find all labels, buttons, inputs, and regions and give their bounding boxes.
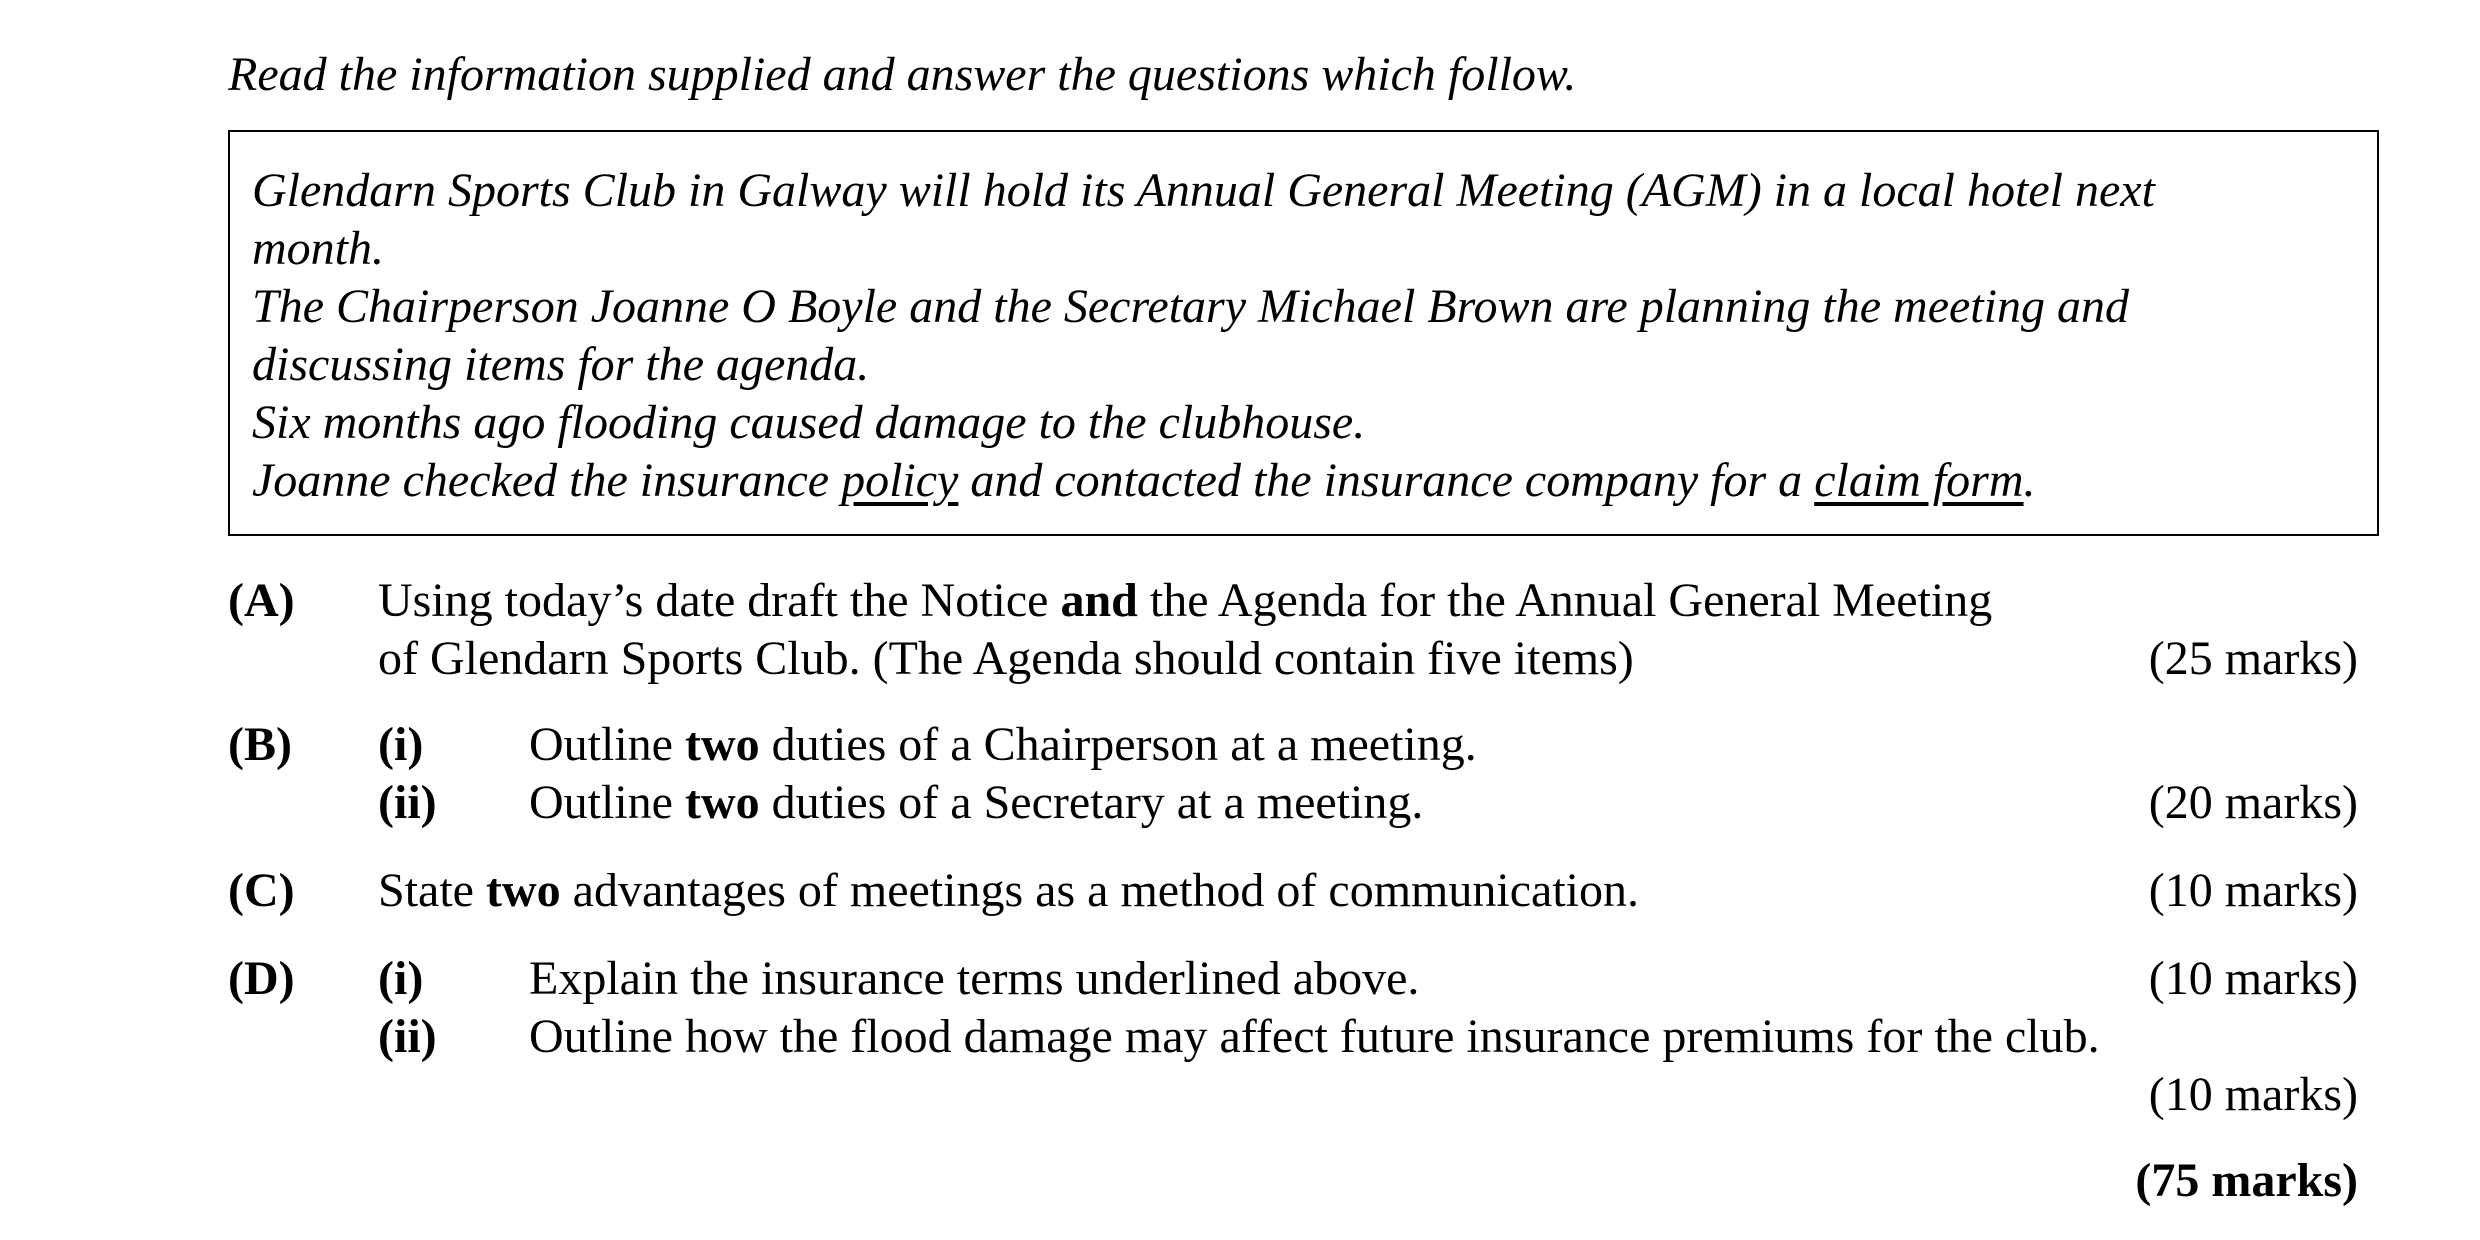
- question-c: [228, 862, 2358, 922]
- question-label: (A): [228, 574, 295, 627]
- total-marks: (75 marks): [2135, 1154, 2358, 1207]
- question-text: of Glendarn Sports Club. (The Agenda should contain five items): [378, 632, 1634, 685]
- scenario-line: discussing items for the agenda.: [252, 338, 870, 391]
- subquestion-label: (ii): [378, 1010, 437, 1063]
- subquestion-text: Outline two duties of a Chairperson at a meeting.: [529, 718, 1477, 771]
- marks-label: (20 marks): [2148, 776, 2358, 829]
- total-marks-row: [228, 1152, 2358, 1212]
- scenario-line: The Chairperson Joanne O Boyle and the Secretary Michael Brown are planning the meeting and: [252, 280, 2129, 333]
- scenario-line: Joanne checked the insurance policy and contacted the insurance company for a claim form.: [252, 454, 2036, 507]
- subquestion-text: Outline two duties of a Secretary at a meeting.: [529, 776, 1424, 829]
- question-d: [228, 950, 2358, 1130]
- subquestion-label: (i): [378, 952, 424, 1005]
- scenario-line: Glendarn Sports Club in Galway will hold its Annual General Meeting (AGM) in a local hotel next: [252, 164, 2155, 217]
- question-a: [228, 572, 2358, 692]
- marks-label: (25 marks): [2148, 632, 2358, 685]
- subquestion-text: Explain the insurance terms underlined above.: [529, 952, 1420, 1005]
- subquestion-label: (i): [378, 718, 424, 771]
- scenario-line: Six months ago flooding caused damage to the clubhouse.: [252, 396, 1366, 449]
- scenario-line: month.: [252, 222, 384, 275]
- subquestion-label: (ii): [378, 776, 437, 829]
- underlined-term-policy: policy: [841, 454, 959, 507]
- question-label: (D): [228, 952, 295, 1005]
- marks-label: (10 marks): [2148, 952, 2358, 1005]
- marks-label: (10 marks): [2148, 864, 2358, 917]
- subquestion-text: Outline how the flood damage may affect future insurance premiums for the club.: [529, 1010, 2100, 1063]
- question-b: [228, 716, 2358, 836]
- scenario-box: [228, 130, 2379, 536]
- question-text: State two advantages of meetings as a method of communication.: [378, 864, 1639, 917]
- question-label: (C): [228, 864, 295, 917]
- instruction-text: Read the information supplied and answer the questions which follow.: [228, 48, 1577, 101]
- question-text: Using today’s date draft the Notice and the Agenda for the Annual General Meeting: [378, 574, 1993, 627]
- question-label: (B): [228, 718, 292, 771]
- underlined-term-claim-form: claim form: [1814, 454, 2024, 507]
- marks-label: (10 marks): [2148, 1068, 2358, 1121]
